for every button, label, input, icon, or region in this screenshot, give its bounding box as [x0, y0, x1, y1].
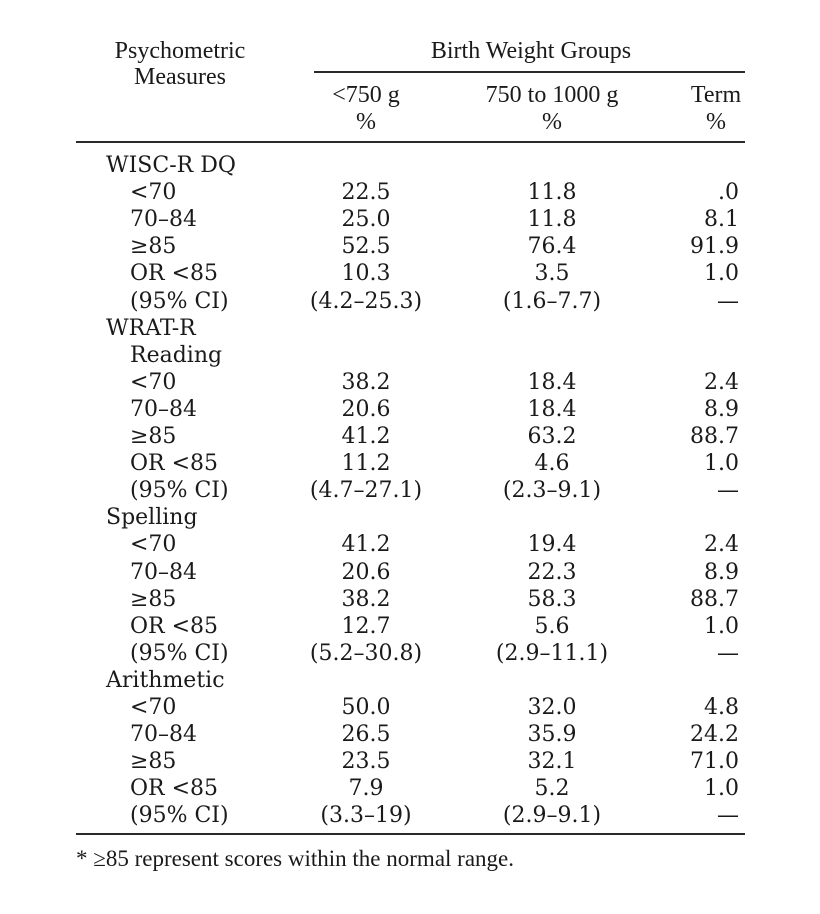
cell-value: 52.5 [341, 234, 391, 260]
row-label: (95% CI) [130, 478, 229, 504]
cell-value: 8.9 [704, 559, 739, 585]
row-label: <70 [130, 695, 177, 720]
cell-value: — [717, 640, 739, 666]
row-label: OR <85 [130, 776, 219, 802]
cell-value: .0 [718, 180, 739, 206]
column-unit-2: % [542, 109, 562, 135]
row-label: OR <85 [130, 261, 219, 287]
cell-value: 91.9 [690, 234, 739, 260]
cell-value: 25.0 [341, 207, 391, 233]
cell-value: 38.2 [341, 586, 391, 612]
row-label: OR <85 [130, 613, 219, 639]
cell-value: 8.9 [704, 396, 739, 422]
cell-value: 11.8 [527, 180, 577, 206]
column-header-2: 750 to 1000 g [485, 82, 619, 108]
header-bottom-rule [76, 141, 745, 143]
cell-value: (5.2–30.8) [309, 640, 423, 666]
row-label: OR <85 [130, 451, 219, 477]
cell-value: 23.5 [341, 749, 391, 775]
cell-value: 41.2 [341, 532, 391, 558]
row-label: ≥85 [130, 586, 177, 612]
cell-value: 88.7 [690, 424, 739, 449]
row-label: (95% CI) [130, 803, 229, 829]
row-label: WRAT-R [106, 315, 196, 341]
cell-value: 8.1 [704, 207, 739, 233]
stub-header-line1: Psychometric [114, 38, 246, 64]
cell-value: 3.5 [534, 261, 570, 287]
footnote: * ≥85 represent scores within the normal range. [76, 846, 514, 871]
cell-value: 88.7 [690, 586, 739, 612]
row-label: (95% CI) [130, 640, 229, 666]
row-label: <70 [130, 369, 177, 395]
cell-value: 38.2 [341, 369, 391, 395]
cell-value: 7.9 [348, 776, 384, 802]
cell-value: 22.3 [527, 559, 577, 585]
cell-value: (1.6–7.7) [502, 288, 602, 314]
row-label: ≥85 [130, 749, 177, 775]
cell-value: 32.0 [527, 695, 577, 720]
cell-value: — [717, 478, 739, 504]
cell-value: (2.9–9.1) [502, 803, 602, 829]
group-title-rule [314, 71, 745, 73]
cell-value: 71.0 [690, 749, 739, 775]
cell-value: 41.2 [341, 424, 391, 449]
row-label: <70 [130, 532, 177, 558]
cell-value: 58.3 [527, 586, 577, 612]
cell-value: 11.2 [341, 451, 391, 477]
cell-value: 19.4 [527, 532, 577, 558]
group-title: Birth Weight Groups [430, 38, 632, 64]
row-label: Arithmetic [106, 667, 225, 693]
row-label: <70 [130, 180, 177, 206]
cell-value: 5.2 [534, 776, 570, 802]
cell-value: 18.4 [527, 396, 577, 422]
cell-value: 11.8 [527, 207, 577, 233]
cell-value: 12.7 [341, 613, 391, 639]
cell-value: 22.5 [341, 180, 391, 206]
cell-value: 4.6 [534, 451, 570, 477]
cell-value: 2.4 [704, 532, 739, 558]
cell-value: 35.9 [527, 722, 577, 748]
cell-value: — [717, 288, 739, 314]
cell-value: 32.1 [527, 749, 577, 775]
row-label: ≥85 [130, 424, 177, 449]
cell-value: (3.3–19) [320, 803, 412, 829]
cell-value: 1.0 [704, 613, 739, 639]
cell-value: 50.0 [341, 695, 391, 720]
cell-value: 18.4 [527, 369, 577, 395]
cell-value: (4.2–25.3) [309, 288, 423, 314]
cell-value: 1.0 [704, 261, 739, 287]
row-label: ≥85 [130, 234, 177, 260]
cell-value: (4.7–27.1) [309, 478, 423, 504]
stub-header-line2: Measures [134, 64, 226, 90]
row-label: Reading [130, 342, 223, 368]
column-unit-3: % [706, 109, 726, 135]
row-label: Spelling [106, 505, 198, 531]
column-header-3: Term [690, 82, 742, 108]
cell-value: (2.9–11.1) [495, 640, 609, 666]
column-header-1: <750 g [332, 82, 400, 108]
table-bottom-rule [76, 833, 745, 835]
cell-value: 2.4 [704, 369, 739, 395]
cell-value: 20.6 [341, 396, 391, 422]
cell-value: 1.0 [704, 451, 739, 477]
cell-value: 63.2 [527, 424, 577, 449]
row-label: 70–84 [130, 722, 197, 748]
row-label: 70–84 [130, 396, 197, 422]
column-unit-1: % [356, 109, 376, 135]
cell-value: 76.4 [527, 234, 577, 260]
cell-value: 1.0 [704, 776, 739, 802]
cell-value: 10.3 [341, 261, 391, 287]
cell-value: — [717, 803, 739, 829]
cell-value: 24.2 [690, 722, 739, 748]
row-label: WISC-R DQ [106, 153, 236, 178]
row-label: 70–84 [130, 207, 197, 233]
cell-value: 4.8 [704, 695, 739, 720]
cell-value: (2.3–9.1) [502, 478, 602, 504]
cell-value: 5.6 [534, 613, 570, 639]
cell-value: 26.5 [341, 722, 391, 748]
row-label: 70–84 [130, 559, 197, 585]
row-label: (95% CI) [130, 288, 229, 314]
cell-value: 20.6 [341, 559, 391, 585]
